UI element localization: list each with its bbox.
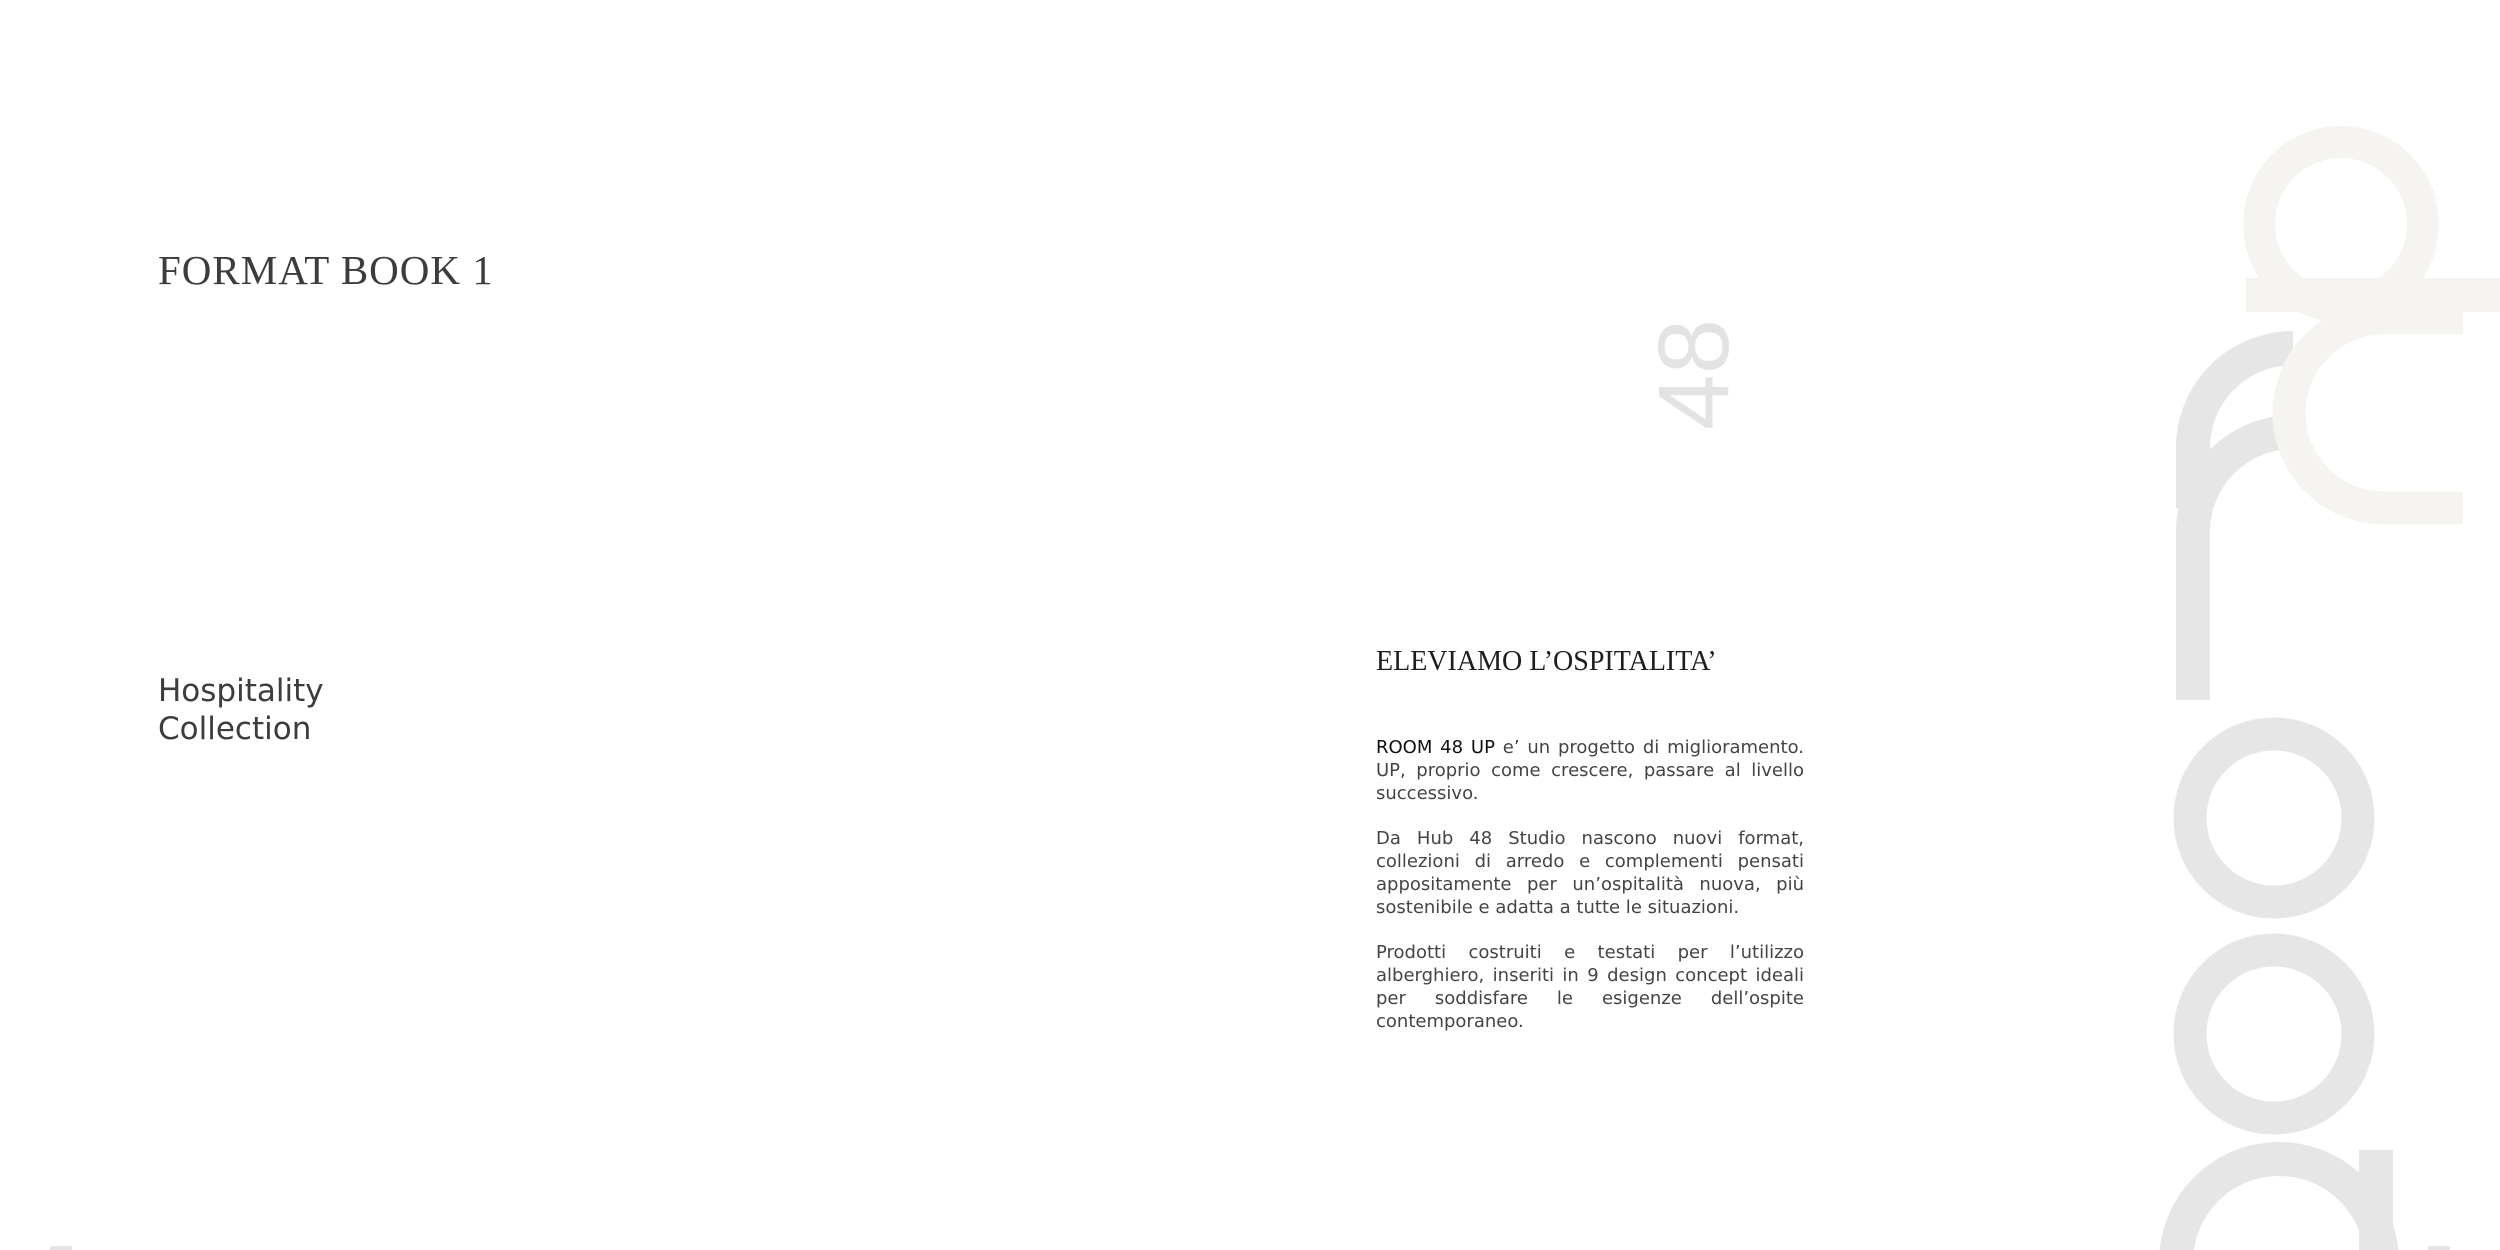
collection-line-1: Hospitality [158, 673, 324, 709]
section-heading: ELEVIAMO L’OSPITALITA’ [1376, 646, 1717, 677]
logo-number [1638, 319, 1750, 430]
page-corner-mark-right [2428, 1246, 2450, 1250]
logo-up-letters [2246, 142, 2500, 508]
logo-room-letters [2176, 348, 2393, 1250]
logo-letter-o-1 [2190, 950, 2358, 1118]
paragraph-1-text: e’ un progetto di miglioramento. UP, proprio come crescere, passare al livello successivo. [1376, 737, 1805, 804]
intro-paragraph-2: Da Hub 48 Studio nascono nuovi format, collezioni di arredo e complementi pensati appositamente per un’ospitalità nuova, più sostenibile e adatta a tutte le situazioni. [1376, 828, 1804, 918]
brand-name: ROOM 48 UP [1376, 737, 1495, 758]
logo-letter-p-bowl [2259, 142, 2423, 306]
logo-letter-r-stem [2359, 1150, 2393, 1250]
logo-letter-r [2176, 1159, 2382, 1250]
intro-paragraph-1 [1376, 736, 1804, 805]
logo-number-48: 48 [1638, 318, 1750, 430]
collection-subtitle [158, 672, 324, 748]
logo-letter-m-arc-1 [2193, 432, 2293, 700]
logo-letter-o-2 [2190, 734, 2358, 902]
intro-paragraph-3: Prodotti costruiti e testati per l’utilizzo alberghiero, inseriti in 9 design concept ideali per soddisfare le esigenze dell’ospite contemporaneo. [1376, 942, 1804, 1032]
format-book-title: FORMAT BOOK 1 [158, 247, 494, 293]
logo-letter-m-arc-2 [2193, 348, 2293, 508]
logo-letter-p-stem [2246, 278, 2500, 312]
logo-letter-u [2289, 318, 2463, 508]
intro-body-text [1376, 736, 1804, 1055]
page-corner-mark-left [50, 1246, 72, 1250]
collection-line-2: Collection [158, 711, 312, 747]
